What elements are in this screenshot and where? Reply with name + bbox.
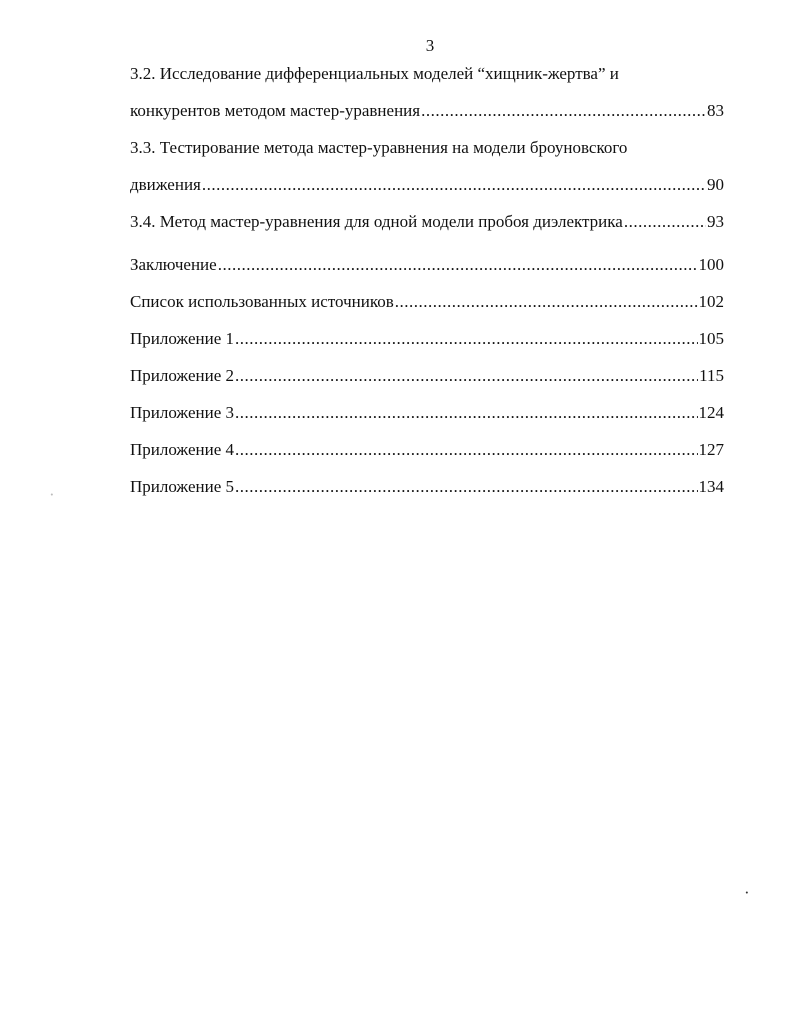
toc-title: Приложение 1: [130, 329, 234, 348]
toc-entry-3-3: [130, 136, 724, 197]
dot-leader: [235, 364, 698, 388]
dot-leader: [218, 253, 698, 277]
table-of-contents: [130, 62, 724, 499]
toc-title: Приложение 4: [130, 440, 234, 459]
toc-title: 3.3. Тестирование метода мастер-уравнения на модели броуновского: [130, 138, 628, 157]
toc-page-number: 93: [707, 212, 724, 231]
toc-title: Приложение 3: [130, 403, 234, 422]
scan-speck: ·: [49, 485, 55, 504]
dot-leader: [235, 438, 698, 462]
toc-last-line: [130, 401, 724, 425]
toc-title: движения: [130, 175, 201, 194]
toc-page-number: 115: [699, 366, 724, 385]
toc-page-number: 90: [707, 175, 724, 194]
toc-title: Приложение 5: [130, 477, 234, 496]
toc-last-line: [130, 253, 724, 277]
toc-title: Заключение: [130, 255, 217, 274]
toc-title-line: [130, 62, 724, 86]
toc-entry-appendix-3: [130, 401, 724, 425]
toc-entry-appendix-1: [130, 327, 724, 351]
toc-page-number: 102: [698, 292, 724, 311]
toc-last-line: [130, 475, 724, 499]
toc-title: Приложение 2: [130, 366, 234, 385]
dot-leader: [235, 401, 698, 425]
toc-title-line: [130, 136, 724, 160]
toc-entry-appendix-5: [130, 475, 724, 499]
toc-entry-references: [130, 290, 724, 314]
toc-page-number: 124: [698, 403, 724, 422]
toc-page-number: 105: [698, 329, 724, 348]
toc-last-line: [130, 438, 724, 462]
toc-title: 3.2. Исследование дифференциальных моделей “хищник-жертва” и: [130, 64, 619, 83]
page-number: 3: [425, 36, 435, 55]
toc-title: конкурентов методом мастер-уравнения: [130, 101, 421, 120]
toc-page-number: 100: [698, 255, 724, 274]
toc-entry-conclusion: [130, 253, 724, 277]
toc-title: 3.4. Метод мастер-уравнения для одной модели пробоя диэлектрика: [130, 212, 623, 231]
toc-last-line: [130, 364, 724, 388]
dot-leader: [624, 210, 706, 234]
dot-leader: [235, 475, 698, 499]
scan-speck: ·: [744, 883, 750, 902]
toc-entry-appendix-2: [130, 364, 724, 388]
toc-page-number: 83: [707, 101, 724, 120]
toc-last-line: [130, 290, 724, 314]
dot-leader: [421, 99, 706, 123]
toc-page-number: 134: [698, 477, 724, 496]
toc-title: Список использованных источников: [130, 292, 394, 311]
toc-entry-3-4: [130, 210, 724, 234]
toc-entry-appendix-4: [130, 438, 724, 462]
dot-leader: [235, 327, 698, 351]
toc-page-number: 127: [698, 440, 724, 459]
dot-leader: [202, 173, 706, 197]
toc-last-line: [130, 327, 724, 351]
dot-leader: [395, 290, 698, 314]
toc-last-line: [130, 210, 724, 234]
toc-entry-3-2: [130, 62, 724, 123]
toc-last-line: [130, 173, 724, 197]
toc-last-line: [130, 99, 724, 123]
